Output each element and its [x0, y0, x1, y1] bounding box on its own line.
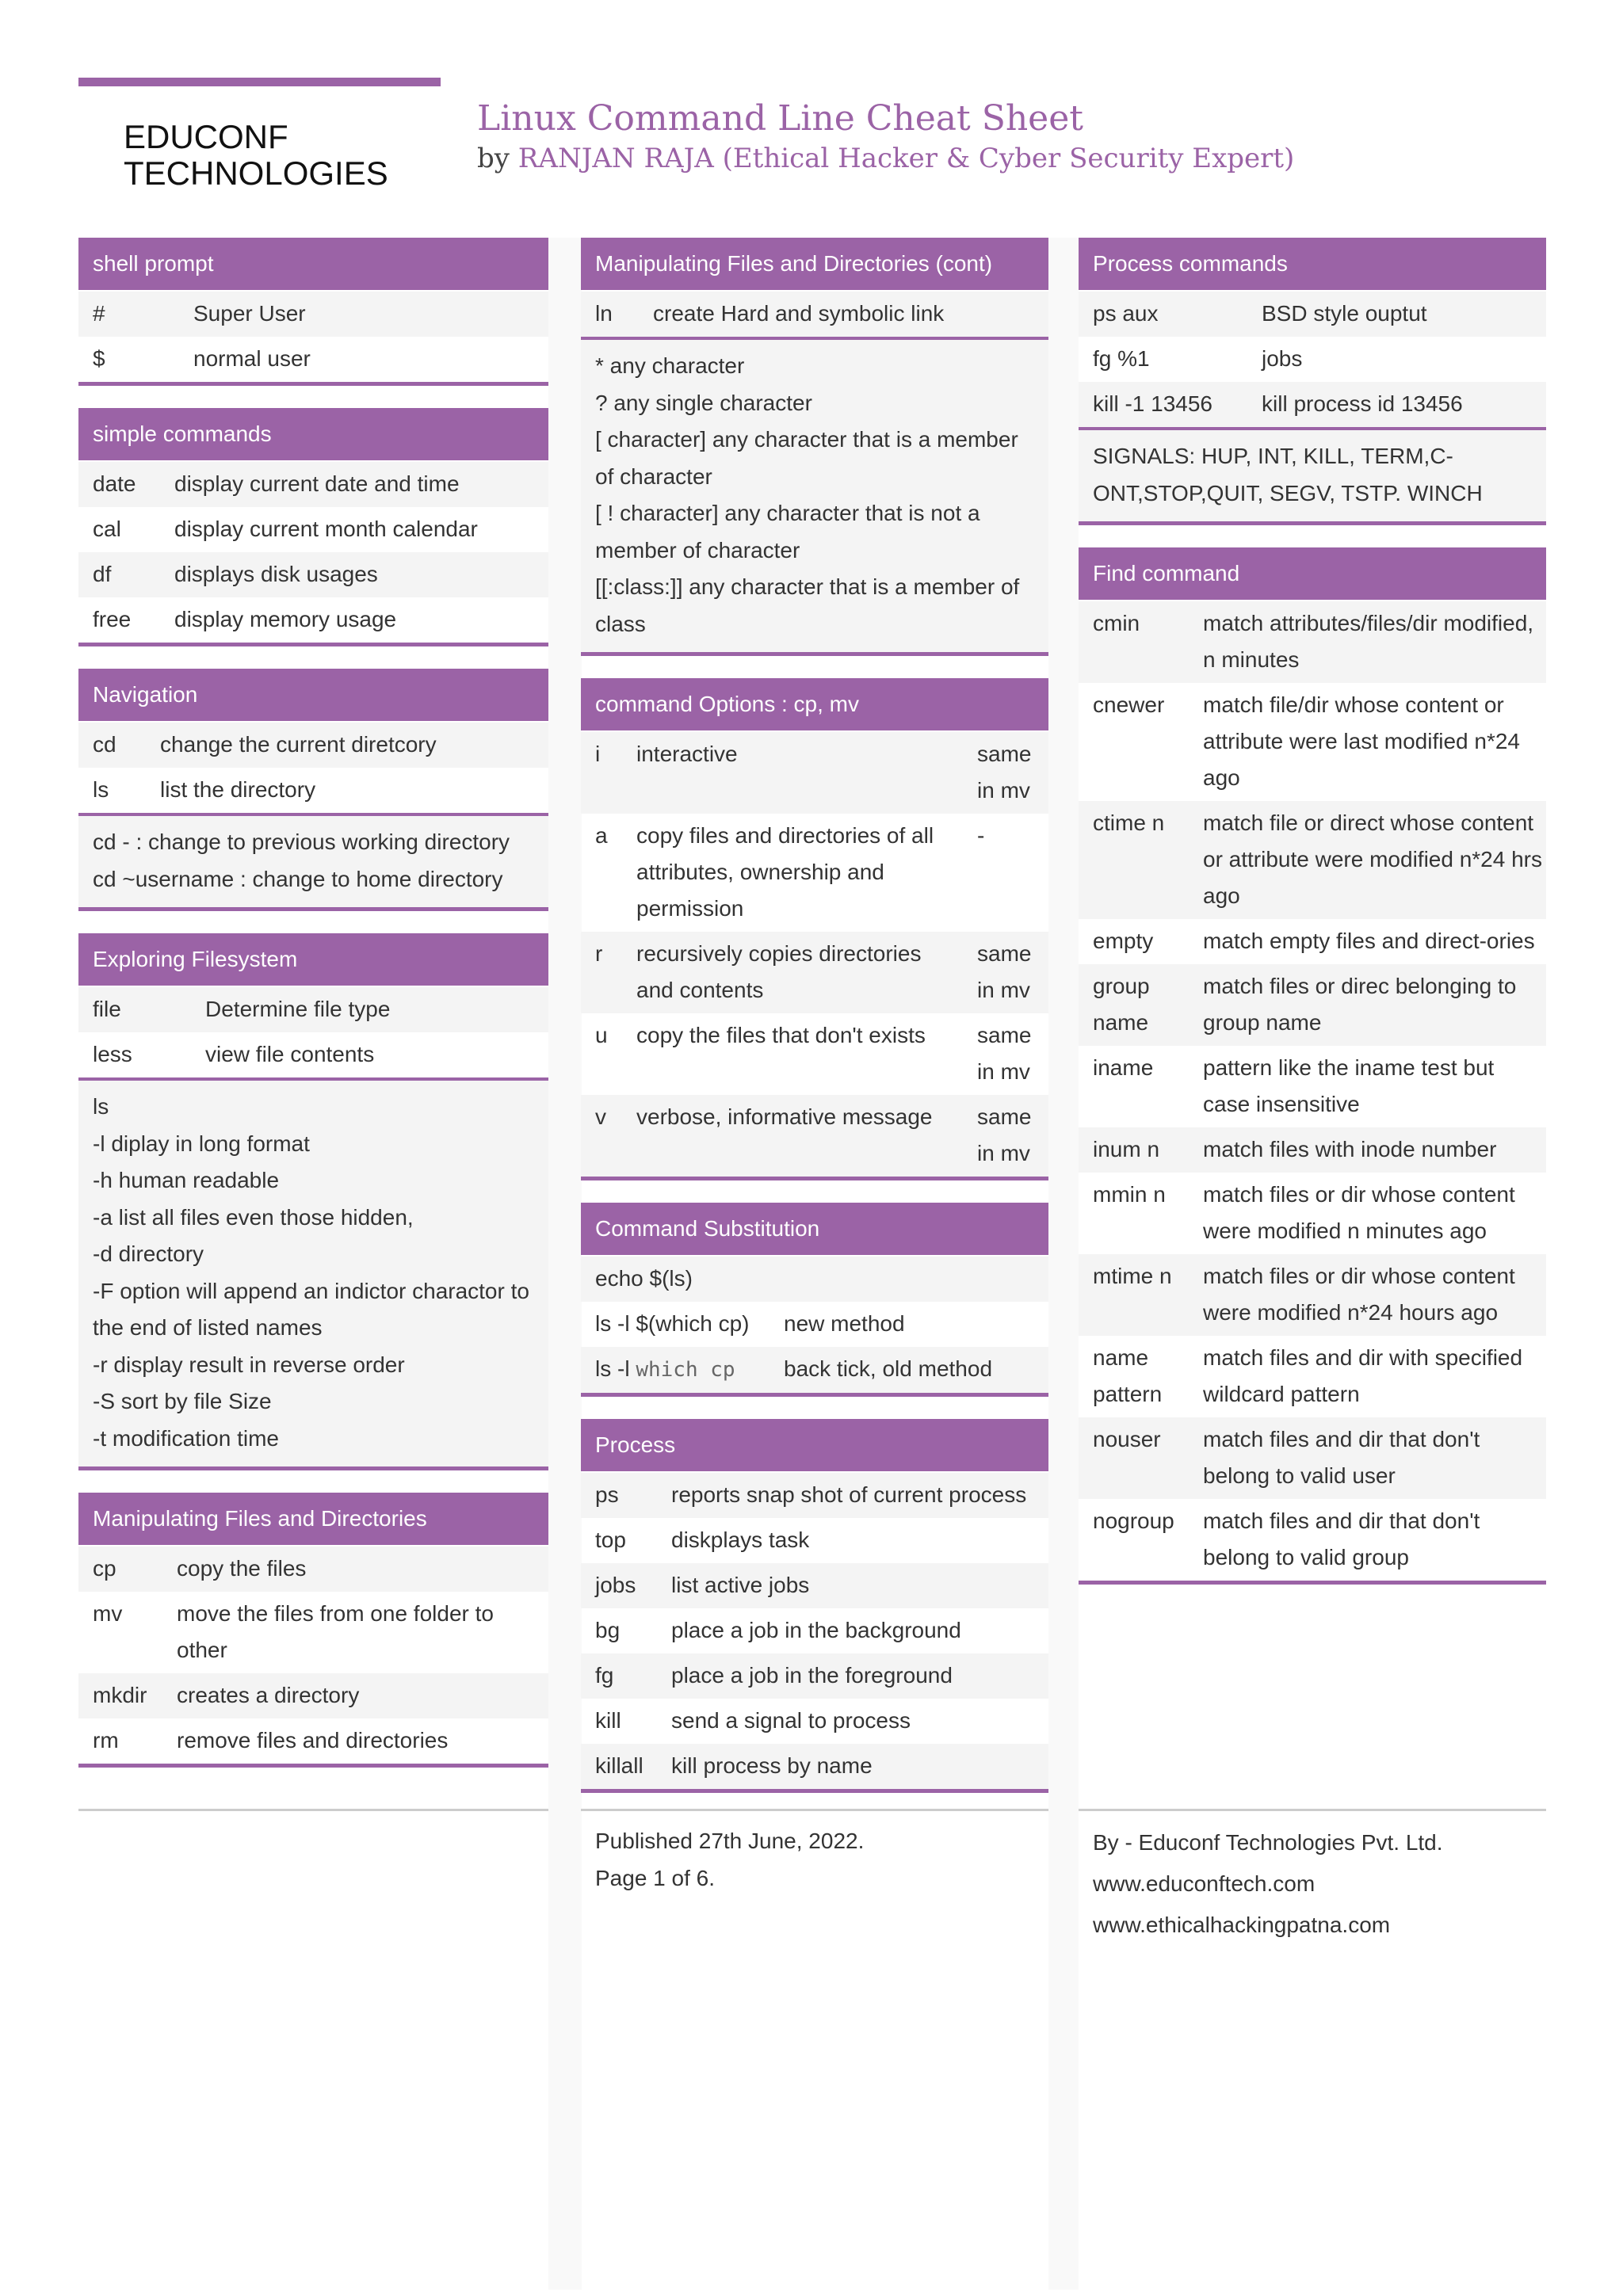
cmd-key: free [93, 607, 132, 631]
cmd-key: mv [93, 1601, 123, 1626]
table-row [1079, 382, 1546, 427]
cmd-key: ls -l $(which cp) [595, 1311, 750, 1336]
footer-by: By - Educonf Technologies Pvt. Ltd. [1093, 1830, 1443, 1855]
cmd-desc: create Hard and symbolic link [653, 301, 945, 326]
note-line: ls [93, 1094, 109, 1119]
cmd-key: fg [595, 1663, 614, 1688]
cmd-key: bg [595, 1618, 621, 1642]
section-title: Process [581, 1419, 1048, 1471]
table-row [1079, 337, 1546, 382]
table-row [1079, 1127, 1546, 1173]
cmd-desc: match files and dir that don't belong to valid user [1203, 1427, 1480, 1488]
section-find-command [1079, 547, 1546, 1585]
section-note [78, 813, 548, 907]
table-row [78, 507, 548, 552]
cmd-desc: reports snap shot of current process [671, 1482, 1027, 1507]
cmd-desc: kill process by name [671, 1753, 873, 1778]
table-row [581, 932, 1048, 1013]
cmd-key: kill -1 13456 [1093, 391, 1212, 416]
cmd-key: date [93, 471, 136, 496]
table-row [78, 552, 548, 597]
option-flag: v [595, 1104, 606, 1129]
section-title: Manipulating Files and Directories [78, 1493, 548, 1545]
cmd-desc: view file contents [205, 1042, 375, 1066]
section-title: Exploring Filesystem [78, 933, 548, 986]
cmd-desc: display current date and time [174, 471, 460, 496]
table-row [78, 1718, 548, 1764]
table-row [581, 1563, 1048, 1608]
section-process [581, 1419, 1048, 1793]
brand-accent-bar [78, 78, 441, 86]
note-line: cd ~username : change to home directory [93, 866, 503, 891]
table-row [1079, 601, 1546, 683]
table-row [581, 1095, 1048, 1177]
table-row [78, 292, 548, 337]
cmd-key: top [595, 1527, 626, 1552]
table-row [581, 1653, 1048, 1699]
table-row [1079, 1417, 1546, 1499]
section-manipulating-files [78, 1493, 548, 1768]
section-navigation [78, 669, 548, 911]
cmd-key: $ [93, 346, 105, 371]
option-extra: same in mv [977, 1023, 1032, 1084]
option-flag: u [595, 1023, 608, 1047]
cmd-desc: move the files from one folder to other [177, 1601, 494, 1662]
section-process-commands [1079, 238, 1546, 525]
cmd-desc: kill process id 13456 [1262, 391, 1463, 416]
footer-divider [1079, 1809, 1546, 1811]
option-desc: interactive [636, 742, 738, 766]
cmd-key: cp [93, 1556, 116, 1581]
brand-line-1: EDUCONF [124, 118, 288, 155]
cmd-key: ctime n [1093, 810, 1165, 835]
cmd-key: nogroup [1093, 1508, 1174, 1533]
table-row [1079, 1336, 1546, 1417]
section-note [581, 337, 1048, 652]
table-row [1079, 1499, 1546, 1581]
option-desc: verbose, informative message [636, 1104, 933, 1129]
table-row [581, 292, 1048, 337]
table-row [78, 337, 548, 382]
table-row [78, 768, 548, 813]
cmd-key: mkdir [93, 1683, 147, 1707]
brand-logo [124, 119, 388, 192]
section-exploring-filesystem [78, 933, 548, 1470]
cmd-key: empty [1093, 929, 1154, 953]
cmd-desc: pattern like the iname test but case insensitive [1203, 1055, 1495, 1116]
cmd-desc: list active jobs [671, 1573, 810, 1597]
option-flag: a [595, 823, 608, 848]
cmd-desc: Super User [193, 301, 306, 326]
footer-publish-info [595, 1822, 864, 1897]
cmd-key: nouser [1093, 1427, 1161, 1451]
cmd-key: fg %1 [1093, 346, 1150, 371]
cmd-desc: match file or direct whose content or attribute were modified n*24 hrs ago [1203, 810, 1542, 908]
cmd-desc: diskplays task [671, 1527, 810, 1552]
page-title: Linux Command Line Cheat Sheet [477, 98, 1083, 139]
cmd-desc: creates a directory [177, 1683, 360, 1707]
section-manipulating-files-cont [581, 238, 1048, 656]
table-row [78, 462, 548, 507]
option-flag: i [595, 742, 601, 766]
cmd-desc: match empty files and direct-ories [1203, 929, 1535, 953]
cmd-key: df [93, 562, 112, 586]
table-row [1079, 919, 1546, 964]
cmd-desc: list the directory [160, 777, 316, 802]
option-desc: copy files and directories of all attributes, ownership and permission [636, 823, 934, 921]
table-row [581, 1699, 1048, 1744]
option-desc: copy the files that don't exists [636, 1023, 926, 1047]
cmd-desc: send a signal to process [671, 1708, 911, 1733]
section-title: Command Substitution [581, 1203, 1048, 1255]
cmd-desc: change the current diretcory [160, 732, 437, 757]
note-line: * any character [595, 353, 745, 378]
cmd-desc: match attributes/files/dir modified, n minutes [1203, 611, 1534, 672]
cmd-desc: display current month calendar [174, 517, 478, 541]
table-row [581, 1744, 1048, 1789]
subtitle-author: RANJAN RAJA (Ethical Hacker & Cyber Security Expert) [517, 143, 1295, 174]
note-line: cd - : change to previous working directory [93, 830, 510, 854]
cmd-desc: new method [784, 1311, 905, 1336]
cmd-key: kill [595, 1708, 621, 1733]
table-row [581, 1473, 1048, 1518]
footer-divider [581, 1809, 1048, 1811]
note-line: -r display result in reverse order [93, 1352, 405, 1377]
table-row [1079, 292, 1546, 337]
cmd-key: cmin [1093, 611, 1140, 635]
cmd-desc: match files with inode number [1203, 1137, 1497, 1161]
note-line: SIGNALS: HUP, INT, KILL, TERM,C-ONT,STOP,QUIT, SEGV, TSTP. WINCH [1093, 444, 1483, 505]
subtitle-by: by [477, 143, 510, 174]
cmd-key: cnewer [1093, 692, 1165, 717]
cmd-desc: displays disk usages [174, 562, 378, 586]
cmd-desc: copy the files [177, 1556, 307, 1581]
table-row [78, 1592, 548, 1673]
cmd-desc: match file/dir whose content or attribute were last modified n*24 ago [1203, 692, 1520, 790]
note-line: -S sort by file Size [93, 1389, 272, 1413]
table-row [78, 723, 548, 768]
table-row [78, 1547, 548, 1592]
cmd-key: inum n [1093, 1137, 1160, 1161]
table-row [581, 1013, 1048, 1095]
section-command-substitution [581, 1203, 1048, 1397]
table-row [1079, 1173, 1546, 1254]
option-extra: same in mv [977, 941, 1032, 1002]
cmd-key: name pattern [1093, 1345, 1163, 1406]
table-row [581, 1347, 1048, 1393]
cmd-key: less [93, 1042, 132, 1066]
cmd-key: jobs [595, 1573, 636, 1597]
cmd-desc: remove files and directories [177, 1728, 449, 1753]
note-line: ? any single character [595, 390, 812, 415]
section-title: shell prompt [78, 238, 548, 290]
footer-published: Published 27th June, 2022. [595, 1829, 865, 1853]
cmd-key: mtime n [1093, 1264, 1172, 1288]
cmd-desc: match files or direc belonging to group name [1203, 974, 1517, 1035]
section-shell-prompt [78, 238, 548, 386]
section-title: Navigation [78, 669, 548, 721]
section-title: Process commands [1079, 238, 1546, 290]
note-line: -t modification time [93, 1425, 279, 1451]
cmd-desc: normal user [193, 346, 311, 371]
cmd-desc: match files or dir whose content were modified n minutes ago [1203, 1182, 1515, 1243]
note-line: -a list all files even those hidden, [93, 1204, 414, 1230]
footer-link-ethicalhacking[interactable]: www.ethicalhackingpatna.com [1093, 1913, 1391, 1937]
cmd-desc: place a job in the foreground [671, 1663, 953, 1688]
cmd-key: cd [93, 732, 116, 757]
option-desc: recursively copies directories and contents [636, 941, 922, 1002]
cmd-desc: place a job in the background [671, 1618, 961, 1642]
gutter-shade [1048, 238, 1079, 2290]
column-left [78, 238, 548, 1790]
cmd-key: killall [595, 1753, 643, 1778]
footer-credits [1093, 1822, 1443, 1946]
option-extra: - [977, 823, 985, 848]
cmd-desc: jobs [1262, 346, 1303, 371]
footer-link-educonftech[interactable]: www.educonftech.com [1093, 1871, 1316, 1896]
gutter-shade [548, 238, 582, 2290]
table-row [1079, 683, 1546, 801]
table-row [581, 1518, 1048, 1563]
option-flag: r [595, 941, 603, 966]
cmd-desc: BSD style ouptut [1262, 301, 1427, 326]
note-line: -d directory [93, 1241, 204, 1266]
cmd-desc: match files or dir whose content were modified n*24 hours ago [1203, 1264, 1515, 1325]
cmd-key: ps aux [1093, 301, 1159, 326]
cmd-key: rm [93, 1728, 119, 1753]
cmd-text: ls -l [595, 1356, 630, 1381]
cmd-key: ln [595, 301, 613, 326]
table-row [581, 1608, 1048, 1653]
cmd-key: mmin n [1093, 1182, 1166, 1207]
cmd-desc: match files and dir that don't belong to valid group [1203, 1508, 1480, 1569]
cmd-key: file [93, 997, 121, 1021]
note-line: -F option will append an indictor charactor to the end of listed names [93, 1278, 529, 1340]
page-subtitle [477, 143, 1294, 174]
section-title: simple commands [78, 408, 548, 460]
table-row [1079, 1046, 1546, 1127]
table-row [581, 732, 1048, 814]
option-extra: same in mv [977, 742, 1032, 803]
table-row [78, 597, 548, 643]
table-row [1079, 964, 1546, 1046]
cmd-key: group name [1093, 974, 1150, 1035]
footer-divider [78, 1809, 548, 1811]
section-simple-commands [78, 408, 548, 646]
cmd-key: echo $(ls) [595, 1266, 693, 1291]
cmd-key: iname [1093, 1055, 1154, 1080]
cmd-key: ls [93, 777, 109, 802]
table-row [1079, 801, 1546, 919]
cmd-key: # [93, 301, 105, 326]
table-row [78, 1673, 548, 1718]
cmd-desc: match files and dir with specified wildcard pattern [1203, 1345, 1523, 1406]
cmd-desc: back tick, old method [784, 1356, 993, 1381]
cmd-desc: Determine file type [205, 997, 391, 1021]
note-line: [[:class:]] any character that is a member of class [595, 574, 1020, 636]
section-note [1079, 427, 1546, 521]
column-middle [581, 238, 1048, 1815]
note-line: [ ! character] any character that is not a member of character [595, 501, 980, 563]
brand-line-2: TECHNOLOGIES [124, 154, 388, 192]
cmd-key [581, 1351, 784, 1388]
note-line: -l diplay in long format [93, 1131, 310, 1156]
column-right [1079, 238, 1546, 1607]
table-row [78, 1032, 548, 1077]
section-title: Manipulating Files and Directories (cont) [581, 238, 1048, 290]
section-command-options [581, 678, 1048, 1180]
section-note [78, 1077, 548, 1466]
cmd-key: ps [595, 1482, 619, 1507]
table-row [78, 987, 548, 1032]
note-line: -h human readable [93, 1168, 280, 1192]
table-row [581, 1257, 1048, 1302]
cmd-code: which cp [636, 1358, 735, 1382]
option-extra: same in mv [977, 1104, 1032, 1165]
cmd-key: cal [93, 517, 121, 541]
cmd-desc: display memory usage [174, 607, 397, 631]
table-row [1079, 1254, 1546, 1336]
section-title: Find command [1079, 547, 1546, 600]
footer-page-number: Page 1 of 6. [595, 1866, 716, 1890]
table-row [581, 1302, 1048, 1347]
table-row [581, 814, 1048, 932]
note-line: [ character] any character that is a member of character [595, 427, 1018, 489]
section-title: command Options : cp, mv [581, 678, 1048, 730]
